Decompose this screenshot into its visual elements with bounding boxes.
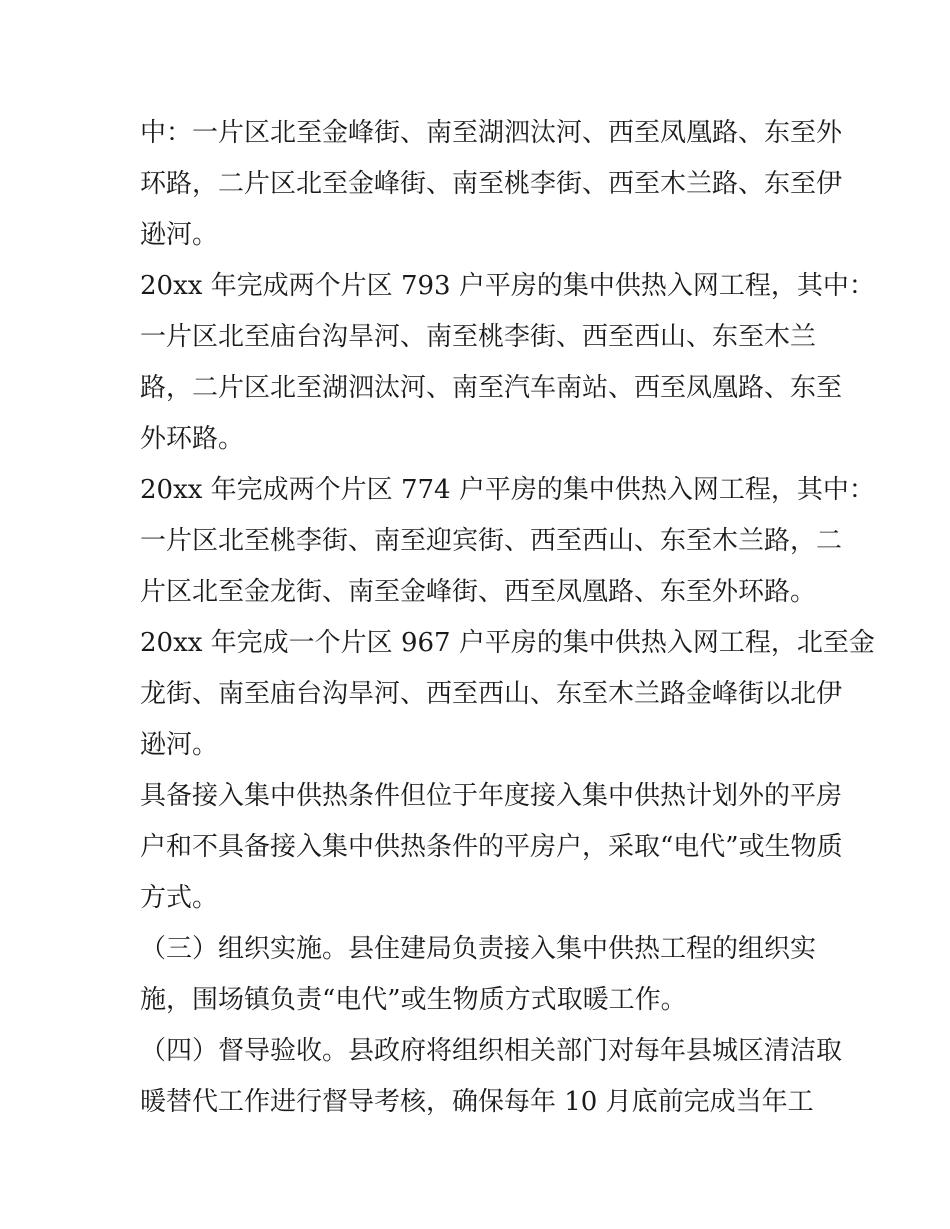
text-line: 中：一片区北至金峰街、南至湖泗汰河、西至凤凰路、东至外 [140,118,843,148]
text-line: （四）督导验收。县政府将组织相关部门对每年县城区清洁取 [140,1036,843,1066]
text-line: 逊河。 [140,730,219,760]
text-line: 20xx 年完成两个片区 793 户平房的集中供热入网工程，其中： [140,271,875,301]
text-line: 一片区北至庙台沟旱河、南至桃李街、西至西山、东至木兰 [140,322,817,352]
text-line: 环路，二片区北至金峰街、南至桃李街、西至木兰路、东至伊 [140,169,843,199]
text-line: （三）组织实施。县住建局负责接入集中供热工程的组织实 [140,934,817,964]
text-line: 具备接入集中供热条件但位于年度接入集中供热计划外的平房 [140,781,843,811]
text-line: 20xx 年完成一个片区 967 户平房的集中供热入网工程，北至金 [140,628,875,658]
text-line: 方式。 [140,883,219,913]
text-line: 户和不具备接入集中供热条件的平房户，采取“电代”或生物质 [140,832,843,862]
text-line: 龙街、南至庙台沟旱河、西至西山、东至木兰路金峰街以北伊 [140,679,843,709]
text-line: 逊河。 [140,220,219,250]
text-line: 施，围场镇负责“电代”或生物质方式取暖工作。 [140,985,687,1015]
text-line: 暖替代工作进行督导考核，确保每年 10 月底前完成当年工 [140,1087,814,1117]
text-line: 外环路。 [140,424,245,454]
text-line: 路，二片区北至湖泗汰河、南至汽车南站、西至凤凰路、东至 [140,373,843,403]
document-body [140,108,875,1128]
text-line: 片区北至金龙街、南至金峰街、西至凤凰路、东至外环路。 [140,577,817,607]
text-line: 一片区北至桃李街、南至迎宾街、西至西山、东至木兰路，二 [140,526,843,556]
text-line: 20xx 年完成两个片区 774 户平房的集中供热入网工程，其中： [140,475,875,505]
